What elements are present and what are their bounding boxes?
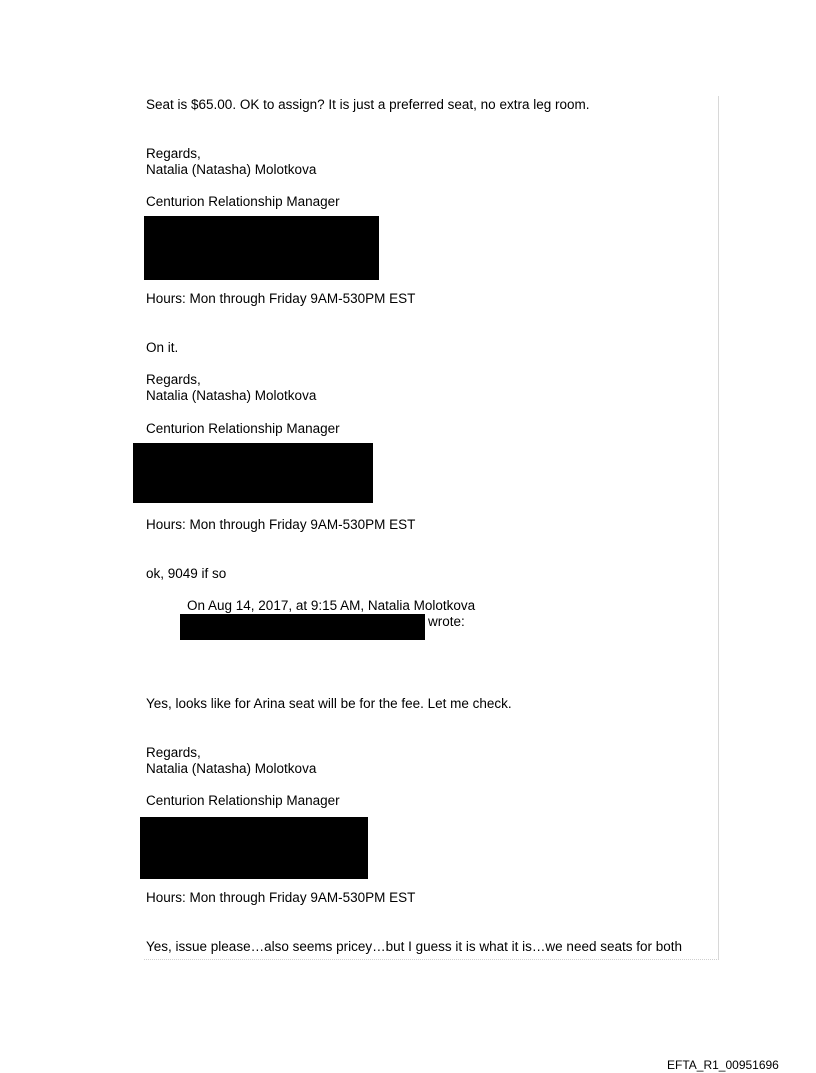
signature-name: Natalia (Natasha) Molotkova — [146, 761, 317, 776]
signature-title: Centurion Relationship Manager — [146, 421, 340, 436]
signature-title: Centurion Relationship Manager — [146, 793, 340, 808]
signature-regards: Regards, — [146, 372, 201, 387]
signature-regards: Regards, — [146, 745, 201, 760]
signature-name: Natalia (Natasha) Molotkova — [146, 388, 317, 403]
redaction-block — [180, 614, 425, 640]
message-body: On it. — [146, 340, 179, 355]
signature-hours: Hours: Mon through Friday 9AM-530PM EST — [146, 517, 416, 532]
redaction-block — [144, 216, 379, 280]
signature-regards: Regards, — [146, 146, 201, 161]
message-body: ok, 9049 if so — [146, 566, 227, 581]
signature-name: Natalia (Natasha) Molotkova — [146, 162, 317, 177]
message-body: Seat is $65.00. OK to assign? It is just a preferred seat, no extra leg room. — [146, 97, 590, 112]
quote-wrote: wrote: — [428, 614, 465, 629]
message-body: Yes, issue please…also seems pricey…but I guess it is what it is…we need seats for both — [146, 939, 683, 954]
signature-hours: Hours: Mon through Friday 9AM-530PM EST — [146, 291, 416, 306]
document-id: EFTA_R1_00951696 — [667, 1058, 779, 1072]
quote-header: On Aug 14, 2017, at 9:15 AM, Natalia Molotkova — [187, 598, 476, 613]
signature-hours: Hours: Mon through Friday 9AM-530PM EST — [146, 890, 416, 905]
redaction-block — [133, 443, 373, 503]
message-body: Yes, looks like for Arina seat will be for the fee. Let me check. — [146, 696, 512, 711]
signature-title: Centurion Relationship Manager — [146, 194, 340, 209]
redaction-block — [140, 817, 368, 879]
